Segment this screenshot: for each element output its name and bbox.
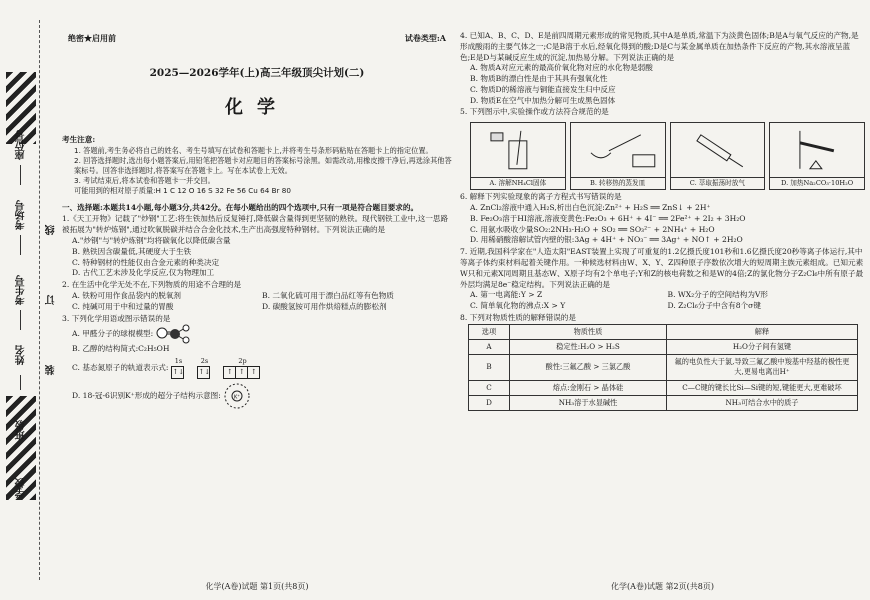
table-cell: 稳定性:H₂O > H₂S	[510, 339, 667, 354]
option: C. 用氨水吸收少量SO₂:2NH₃·H₂O + SO₂ ══ SO₃²⁻ + 2NH₄⁺ + H₂O	[470, 224, 715, 234]
option: A. 物质A对应元素的最高价氧化物对应的水化物是弱酸	[470, 63, 653, 73]
option: B. 二氧化硫可用于漂白品红等有色物质	[262, 290, 394, 300]
class-label: 班级	[16, 420, 27, 440]
fill-line	[20, 235, 21, 255]
cut-word: 订	[46, 295, 57, 305]
experiment-figure-c	[670, 122, 766, 190]
note-item: 3. 考试结束后,将本试卷和答题卡一并交回。	[74, 176, 215, 186]
orbital-box: ↑	[223, 366, 236, 379]
table-cell: NH₃可结合水中的质子	[667, 395, 858, 410]
fill-line	[20, 375, 21, 390]
formaldehyde-ball-stick-model	[153, 324, 193, 344]
option: A. 甲醛分子的球棍模型:	[72, 328, 154, 338]
orbital-diagram	[172, 357, 260, 379]
potassium-ion-label: K⁺	[233, 394, 240, 401]
note-item: 1. 答题前,考生务必将自己的姓名、考生号填写在试卷和答题卡上,并将考生号条形码粘贴在答题卡上的指定位置。	[74, 145, 433, 155]
fill-line	[20, 165, 21, 185]
subject-title: 化学	[225, 97, 289, 119]
option: D. Z₂Cl₆分子中含有8个σ键	[667, 301, 761, 311]
orbital-box: ↑	[235, 366, 248, 379]
option: C. 基态氮原子的轨道表示式:	[72, 362, 169, 372]
table-cell: C	[469, 380, 510, 395]
option: B. 物质B的漂白性是由于其具有强氧化性	[470, 74, 608, 84]
experiment-figure-a	[470, 122, 566, 190]
table-cell: B	[469, 355, 510, 380]
option: C. 物质D的稀溶液与铜能直接发生归中反应	[470, 84, 616, 94]
option: C. 特种钢材的性能仅由合金元素的种类决定	[72, 257, 220, 267]
exam-title: 2025—2026学年(上)高三年级顶尖计划(二)	[149, 67, 365, 80]
orbital-label: 2p	[238, 357, 247, 366]
option: B. Fe₂O₃溶于HI溶液,溶液变黄色:Fe₂O₃ + 6H⁺ + 4I⁻ ══ 2Fe²⁺ + 2I₂ + 3H₂O	[470, 213, 746, 223]
option: D. 物质E在空气中加热分解可生成黑色固体	[470, 95, 616, 105]
table-cell: C—C键的键长比Si—Si键的短,键能更大,更难破坏	[667, 380, 858, 395]
option: A. ZnCl₂溶液中通入H₂S,析出白色沉淀:Zn²⁺ + H₂S ══ ZnS↓ + 2H⁺	[470, 203, 711, 213]
cut-word: 装	[46, 365, 57, 375]
binding-strip	[0, 0, 58, 600]
school-label: 学校	[16, 478, 27, 498]
table-header: 物质性质	[510, 324, 667, 339]
option: A. 第一电离能:Y > Z	[470, 290, 543, 300]
table-cell: 熔点:金刚石 > 晶体硅	[510, 380, 667, 395]
fill-line	[20, 310, 21, 330]
candidate-no-label: 考生号	[16, 275, 27, 305]
cut-word: 线	[46, 225, 57, 235]
orbital-box: ↑↓	[171, 366, 184, 379]
page-1	[62, 0, 452, 600]
orbital-label: 2s	[200, 357, 209, 366]
question-8-stem: 8. 下列对物质性质的解释错误的是	[460, 312, 576, 322]
table-cell: 酸性:三氟乙酸 > 三氯乙酸	[510, 355, 667, 380]
notes-title: 考生注意:	[62, 134, 96, 144]
question-6-stem: 6. 解释下列实验现象的离子方程式书写错误的是	[460, 192, 622, 202]
room-no-label: 考场号	[16, 200, 27, 230]
option: D. 碳酸氢铵可用作烘焙糕点的膨松剂	[262, 301, 387, 311]
question-1-stem: 1.《天工开物》记载了"炒钢"工艺:将生铁加热后反复锤打,降低碳含量得到更坚韧的熟铁。现代钢铁工业中,这一思路被拓展为"转炉炼钢",通过吹氧脱碳并结合合金化技术,生产出高强度特种钢材。下列说法正确的是	[62, 214, 449, 235]
table-row	[469, 380, 858, 395]
property-explanation-table	[468, 324, 858, 411]
table-cell: NH₃溶于水显碱性	[510, 395, 667, 410]
orbital-box: ↑↓	[197, 366, 210, 379]
option: B. WX₂分子的空间结构为V形	[667, 290, 768, 300]
page-2	[460, 0, 865, 600]
table-header: 解释	[667, 324, 858, 339]
dissolving-illustration	[471, 123, 565, 177]
option: A. 铁粉可用作食品袋内的脱氧剂	[72, 290, 182, 300]
option: C. 简单氧化物的沸点:X > Y	[470, 301, 566, 311]
experiment-figure-d	[769, 122, 865, 190]
paper-type: 试卷类型:A	[404, 33, 446, 43]
heating-test-tube-illustration	[770, 123, 864, 177]
figure-caption: D. 加热Na₂CO₃·10H₂O	[770, 177, 864, 189]
question-2-stem: 2. 在生活中化学无处不在,下列物质的用途不合理的是	[62, 280, 242, 290]
table-row	[469, 395, 858, 410]
seat-no-label: 座位号	[16, 130, 27, 160]
experiment-figure-b	[570, 122, 666, 190]
table-cell: 氟的电负性大于氯,导致三氟乙酸中羧基中羟基的极性更大,更易电离出H⁺	[667, 355, 858, 380]
separatory-funnel-illustration	[671, 123, 765, 177]
orbital-box: ↑	[247, 366, 260, 379]
confidential-mark: 绝密★启用前	[68, 33, 116, 43]
orbital-label: 1s	[174, 357, 183, 366]
table-cell: A	[469, 339, 510, 354]
figure-caption: C. 萃取振荡时放气	[671, 177, 765, 189]
figure-caption: B. 转移热的蒸发皿	[571, 177, 665, 189]
name-label: 姓名	[16, 345, 27, 365]
section-heading: 一、选择题:本题共14小题,每小题3分,共42分。在每小题给出的四个选项中,只有一项是符合题目要求的。	[62, 202, 419, 212]
option: C. 纯碱可用于中和过量的胃酸	[72, 301, 174, 311]
page-footer: 化学(A卷)试题 第2页(共8页)	[611, 581, 714, 591]
figure-caption: A. 溶解NH₄Cl固体	[471, 177, 565, 189]
option: B. 乙醇的结构简式:C₂H₅OH	[72, 344, 170, 354]
question-3-stem: 3. 下列化学用语或图示错误的是	[62, 313, 171, 323]
cut-line	[39, 20, 40, 580]
note-item: 2. 回答选择题时,选出每小题答案后,用铅笔把答题卡对应题目的答案标号涂黑。如需改动,用橡皮擦干净后,再选涂其他答案标号。回答非选择题时,将答案写在答题卡上。写在本试卷上无效。	[74, 155, 452, 176]
option: D. 用稀硝酸溶解试管内壁的银:3Ag + 4H⁺ + NO₃⁻ ══ 3Ag⁺ + NO↑ + 2H₂O	[470, 235, 743, 245]
table-header: 选项	[469, 324, 510, 339]
table-cell: D	[469, 395, 510, 410]
question-7-stem: 7. 近期,我国科学家在"人造太阳"EAST装置上实现了可重复的1.2亿摄氏度101秒和1.6亿摄氏度20秒等离子体运行,其中等离子体约束材料起着关键作用。一种候选材料由W、X、Y、Z四种原子序数依次增大的短周期主族元素组成。已知元素W只和元素X同周期且基态W、X原子均有2个单电子;Y和Z的核电荷数之和是W的4倍;Z的氯化物分子Z₂Cl₆中所有原子最外层均满足8e⁻稳定结构。下列说法正确的是	[460, 247, 864, 289]
evaporating-dish-illustration	[571, 123, 665, 177]
table-cell: H₂O分子间有氢键	[667, 339, 858, 354]
page-footer: 化学(A卷)试题 第1页(共8页)	[205, 581, 309, 591]
atomic-masses: 可能用到的相对原子质量:H 1 C 12 O 16 S 32 Fe 56 Cu 64 Br 80	[74, 186, 291, 196]
option: D. 18-冠-6识别K⁺形成的超分子结构示意图:	[72, 390, 221, 400]
option: D. 古代工艺未涉及化学反应,仅为物理加工	[72, 268, 215, 278]
option: A."炒钢"与"转炉炼钢"均将碳氧化以降低碳含量	[72, 236, 231, 246]
crown-ether-diagram	[221, 381, 253, 411]
table-row	[469, 339, 858, 354]
table-row	[469, 355, 858, 380]
question-5-stem: 5. 下列图示中,实验操作或方法符合规范的是	[460, 107, 609, 117]
option: B. 熟铁因含碳量低,其硬度大于生铁	[72, 246, 192, 256]
question-4-stem: 4. 已知A、B、C、D、E是前四周期元素形成的常见物质,其中A是单质,常温下为淡黄色固体;B是A与氧气反应的产物,是形成酸雨的主要气体之一;C是B溶于水后,经氧化得到的酸;D是C与某金属单质在加热条件下反应的产物,其水溶液呈蓝色;E是D与某碱反应生成的沉淀,加热易分解。下列说法正确的是	[460, 31, 859, 62]
